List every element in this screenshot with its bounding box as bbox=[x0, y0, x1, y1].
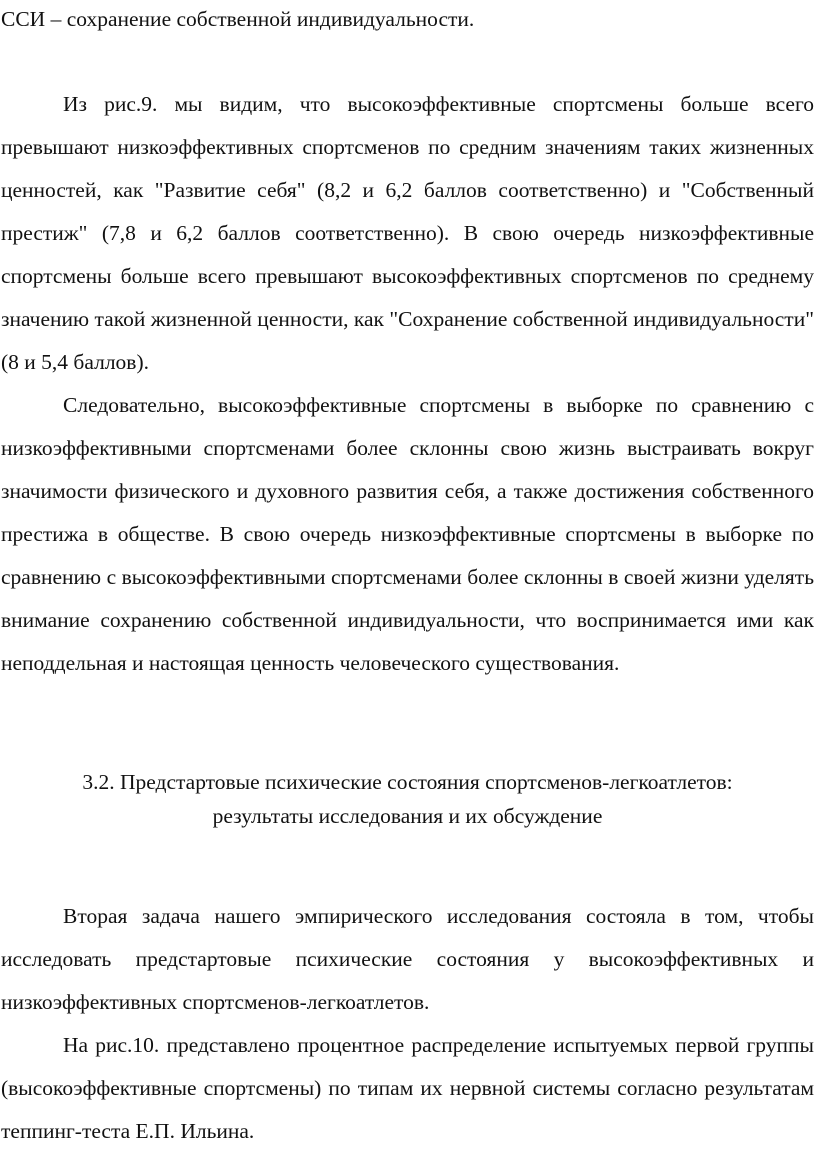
paragraph-second-task: Вторая задача нашего эмпирического исследования состояла в том, чтобы исследовать предстартовые психические состояния у высокоэффективных и низкоэффективных спортсменов-легкоатлетов. bbox=[1, 904, 814, 1014]
paragraph-conclusion: Следовательно, высокоэффективные спортсмены в выборке по сравнению с низкоэффективными спортсменами более склонны свою жизнь выстраивать вокруг значимости физического и духовного развития себя, а также достижения собственного престижа в обществе. В свою очередь низкоэффективные спортсмены в выборке по сравнению с высокоэффективными спортсменами более склонны в своей жизни уделять внимание сохранению собственной индивидуальности, что воспринимается ими как неподдельная и настоящая ценность человеческого существования. bbox=[1, 393, 814, 675]
paragraph-figure-10: На рис.10. представлено процентное распределение испытуемых первой группы (высокоэффективные спортсмены) по типам их нервной системы согласно результатам теппинг-теста Е.П. Ильина. bbox=[1, 1033, 814, 1143]
paragraph-values-comparison: Из рис.9. мы видим, что высокоэффективные спортсмены больше всего превышают низкоэффективных спортсменов по средним значениям таких жизненных ценностей, как "Развитие себя" (8,2 и 6,2 баллов соответственно) и "Собственный престиж" (7,8 и 6,2 баллов соответственно). В свою очередь низкоэффективные спортсмены больше всего превышают высокоэффективных спортсменов по среднему значению такой жизненной ценности, как "Сохранение собственной индивидуальности" (8 и 5,4 баллов). bbox=[1, 92, 814, 374]
section-heading-line-2: результаты исследования и их обсуждение bbox=[212, 804, 603, 828]
section-heading bbox=[1, 765, 814, 833]
section-heading-line-1: 3.2. Предстартовые психические состояния спортсменов-легкоатлетов: bbox=[82, 770, 733, 794]
abbreviation-line: ССИ – сохранение собственной индивидуальности. bbox=[1, 7, 475, 31]
